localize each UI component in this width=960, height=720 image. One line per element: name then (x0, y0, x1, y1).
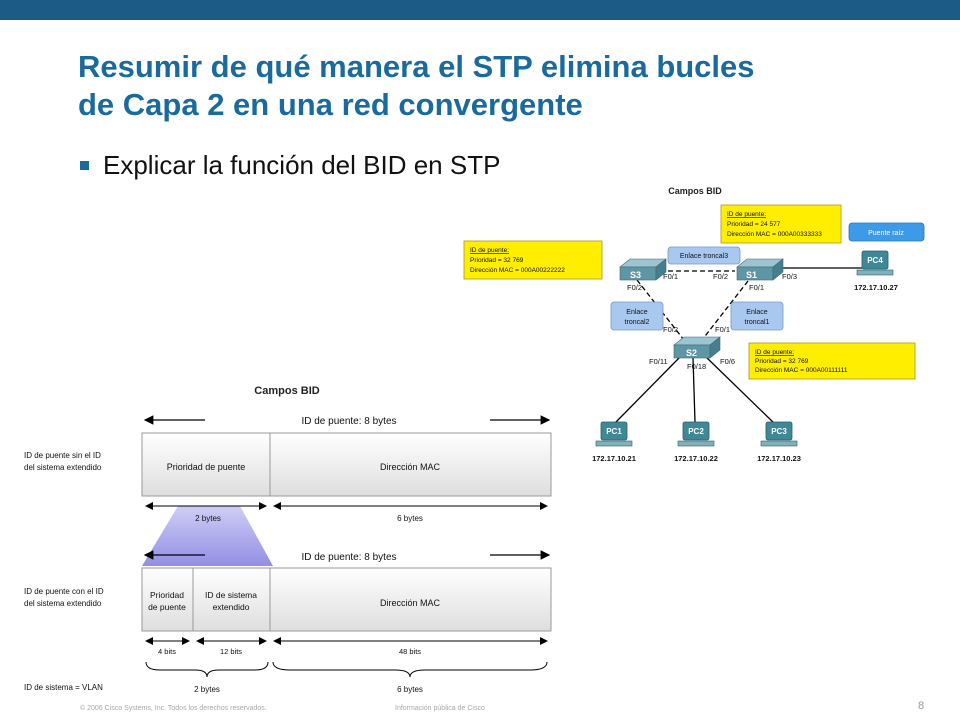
note-s2-heading: ID de puente: (755, 349, 795, 356)
pc-3-ip: 172.17.10.23 (757, 454, 801, 463)
bottom-field-sysid-line1: ID de sistema (205, 590, 257, 600)
bits-sysid: 12 bits (219, 647, 243, 656)
bottom-field-sysid-line2: extendido (212, 602, 250, 612)
switch-s2-label: S2 (686, 348, 698, 358)
port-s3-f02: F0/2 (627, 283, 643, 292)
bottom-size-priority: 2 bytes (194, 685, 220, 694)
page-number: 8 (918, 700, 925, 712)
bottom-row-label-line2: del sistema extendido (24, 599, 102, 608)
brace-2-bytes (146, 662, 268, 677)
pc-4-label: PC4 (867, 256, 883, 265)
bullet-text: Explicar la función del BID en STP (103, 150, 501, 180)
top-row-label-line2: del sistema extendido (24, 463, 102, 472)
top-size-mac: 6 bytes (397, 514, 423, 523)
link-label-trunk1-line2: troncal1 (744, 319, 770, 326)
note-s2-mac: Dirección MAC = 000A00111111 (755, 367, 848, 374)
top-size-priority: 2 bytes (195, 514, 221, 523)
port-s2-f06: F0/6 (720, 357, 736, 366)
top-field-priority-text: Prioridad de puente (166, 462, 246, 472)
brace-6-bytes (273, 662, 547, 677)
switch-s3-label: S3 (630, 270, 642, 280)
bottom-total-label: ID de puente: 8 bytes (301, 552, 397, 563)
top-row-label-line1: ID de puente sin el ID (24, 451, 101, 460)
slide-title: Resumir de qué manera el STP elimina bucles de Capa 2 en una red convergente (78, 49, 755, 122)
note-s1-heading: ID de puente: (727, 211, 767, 218)
note-s3-heading: ID de puente: (470, 247, 510, 254)
link-label-trunk3-text: Enlace troncal3 (679, 253, 729, 260)
pc-3-label: PC3 (771, 427, 787, 436)
pc-2-label: PC2 (688, 427, 704, 436)
note-s2-priority: Prioridad = 32 769 (755, 358, 809, 365)
bits-priority: 4 bits (158, 647, 176, 656)
bottom-field-priority-line1: Prioridad (149, 590, 185, 600)
note-s3-priority: Prioridad = 32 769 (470, 257, 524, 264)
root-bridge-text: Puente raíz (868, 230, 904, 237)
bottom-row-label-line1: ID de puente con el ID (24, 587, 104, 596)
note-s3-mac: Dirección MAC = 000A00222222 (470, 267, 565, 274)
port-s1-f02: F0/2 (713, 272, 729, 281)
bottom-field-mac-text: Dirección MAC (379, 598, 441, 608)
link-label-trunk1-line1: Enlace (746, 309, 768, 316)
port-s2-f018: F0/18 (687, 362, 707, 371)
port-s2-f02: F0/2 (663, 325, 679, 334)
pc-1-ip: 172.17.10.21 (592, 454, 636, 463)
bottom-size-mac: 6 bytes (397, 685, 423, 694)
port-s3-f01: F0/1 (663, 272, 679, 281)
link-label-trunk2-line2: troncal2 (624, 319, 650, 326)
top-field-mac-text: Dirección MAC (379, 462, 441, 472)
bits-mac: 48 bits (398, 647, 422, 656)
bottom-field-priority-line2: de puente (148, 602, 186, 612)
note-s1-mac: Dirección MAC = 000A00333333 (727, 231, 822, 238)
note-s1-priority: Prioridad = 24 577 (727, 221, 781, 228)
port-s2-f011: F0/11 (649, 357, 668, 366)
topology-title: Campos BID (668, 186, 722, 196)
port-s1-f03: F0/3 (782, 272, 798, 281)
footnote-sysid-vlan: ID de sistema = VLAN (24, 683, 103, 692)
pc-4-ip: 172.17.10.27 (854, 283, 898, 292)
bid-fields-title: Campos BID (254, 385, 320, 397)
footer-info: Información pública de Cisco (395, 705, 485, 712)
switch-s1-label: S1 (746, 270, 758, 280)
pc-2-ip: 172.17.10.22 (674, 454, 718, 463)
footer-copyright: © 2006 Cisco Systems, Inc. Todos los derechos reservados. (80, 705, 267, 712)
top-total-label: ID de puente: 8 bytes (301, 416, 397, 427)
port-s2-f01: F0/1 (715, 325, 731, 334)
port-s1-f01: F0/1 (749, 283, 765, 292)
pc-1-label: PC1 (606, 427, 622, 436)
link-label-trunk2-line1: Enlace (626, 309, 648, 316)
